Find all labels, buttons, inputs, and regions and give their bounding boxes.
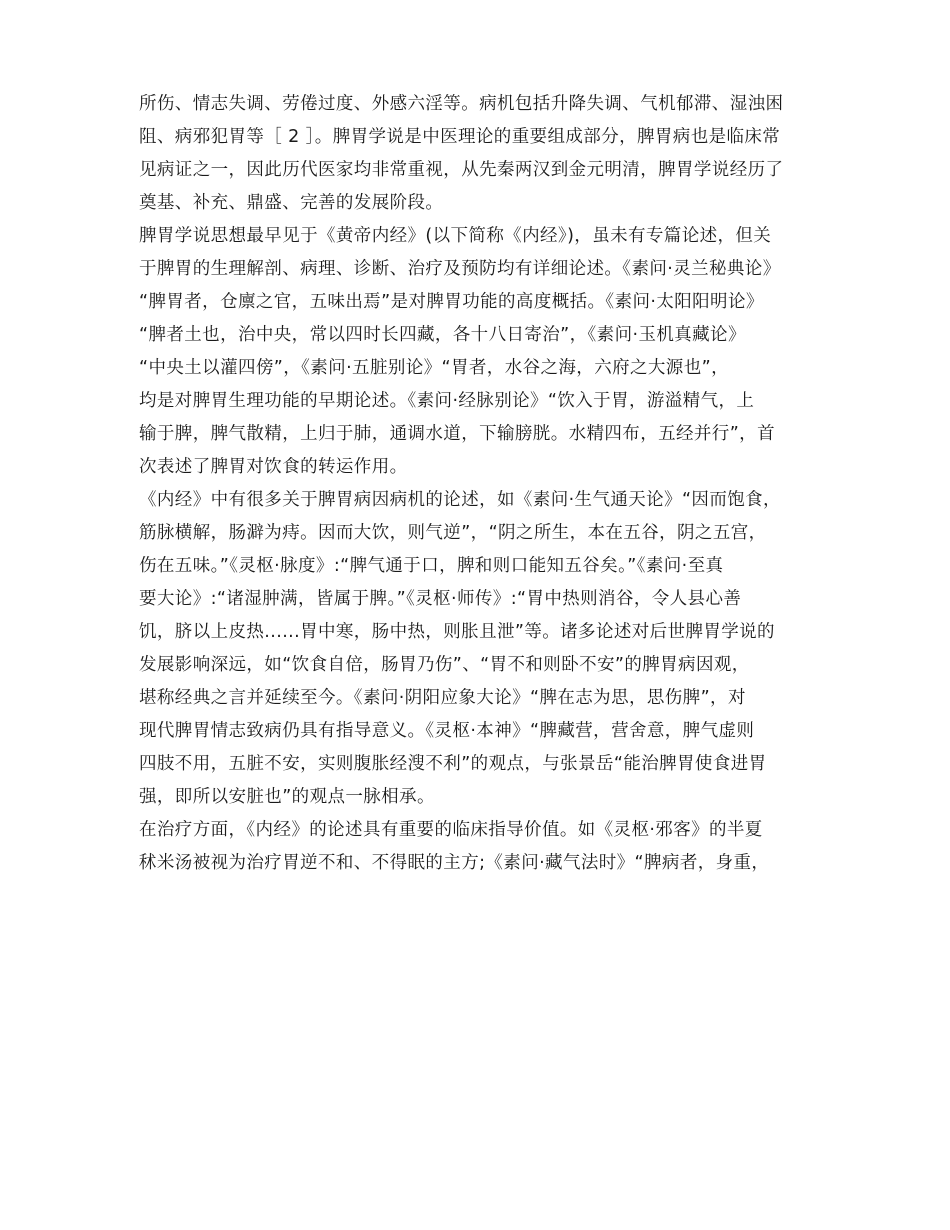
text-line: 次表述了脾胃对饮食的转运作用。 bbox=[139, 457, 408, 477]
paragraph-3 bbox=[139, 484, 819, 814]
paragraph-4 bbox=[139, 814, 819, 880]
text-line: 堪称经典之言并延续至今。《素问·阴阳应象大论》“脾在志为思，思伤脾”，对 bbox=[139, 688, 746, 708]
text-line: 脾胃学说思想最早见于《黄帝内经》(以下简称《内经》)，虽未有专篇论述，但关 bbox=[139, 226, 772, 246]
text-line: 于脾胃的生理解剖、病理、诊断、治疗及预防均有详细论述。《素问·灵兰秘典论》 bbox=[139, 259, 781, 279]
text-line: 输于脾，脾气散精，上归于肺，通调水道，下输膀胱。水精四布，五经并行”，首 bbox=[139, 424, 775, 444]
text-line: 奠基、补充、鼎盛、完善的发展阶段。 bbox=[139, 193, 444, 213]
document-body bbox=[139, 88, 819, 880]
text-line: 见病证之一，因此历代医家均非常重视，从先秦两汉到金元明清，脾胃学说经历了 bbox=[139, 160, 784, 180]
text-line: 《内经》中有很多关于脾胃病因病机的论述，如《素问·生气通天论》“因而饱食， bbox=[139, 490, 781, 510]
text-line: 强，即所以安脏也”的观点一脉相承。 bbox=[139, 787, 435, 807]
paragraph-1 bbox=[139, 88, 819, 220]
text-line: 四肢不用，五脏不安，实则腹胀经溲不利”的观点，与张景岳“能治脾胃使食进胃 bbox=[139, 754, 767, 774]
text-line: 发展影响深远，如“饮食自倍，肠胃乃伤”、“胃不和则卧不安”的脾胃病因观， bbox=[139, 655, 750, 675]
text-line: 现代脾胃情志致病仍具有指导意义。《灵枢·本神》“脾藏营，营舍意，脾气虚则 bbox=[139, 721, 755, 741]
text-line: 要大论》:“诸湿肿满，皆属于脾。”《灵枢·师传》:“胃中热则消谷，令人县心善 bbox=[139, 589, 742, 609]
paragraph-2 bbox=[139, 220, 819, 484]
text-line: 伤在五味。”《灵枢·脉度》:“脾气通于口，脾和则口能知五谷矣。”《素问·至真 bbox=[139, 556, 724, 576]
text-line: “中央土以灌四傍”，《素问·五脏别论》“胃者，水谷之海，六府之大源也”， bbox=[139, 358, 729, 378]
text-line: 阻、病邪犯胃等［ 2 ］。脾胃学说是中医理论的重要组成部分，脾胃病也是临床常 bbox=[139, 127, 781, 147]
text-line: 饥，脐以上皮热......胃中寒，肠中热，则胀且泄”等。诸多论述对后世脾胃学说的 bbox=[139, 622, 775, 642]
text-line: 所伤、情志失调、劳倦过度、外感六淫等。病机包括升降失调、气机郁滞、湿浊困 bbox=[139, 94, 784, 114]
text-line: 在治疗方面，《内经》的论述具有重要的临床指导价值。如《灵枢·邪客》的半夏 bbox=[139, 820, 763, 840]
text-line: 筋脉横解，肠澼为痔。因而大饮，则气逆”，“阴之所生，本在五谷，阴之五宫， bbox=[139, 523, 767, 543]
text-line: “脾者土也，治中央，常以四时长四藏，各十八日寄治”，《素问·玉机真藏论》 bbox=[139, 325, 746, 345]
text-line: “脾胃者，仓廪之官，五味出焉”是对脾胃功能的高度概括。《素问·太阳阳明论》 bbox=[139, 292, 764, 312]
text-line: 均是对脾胃生理功能的早期论述。《素问·经脉别论》“饮入于胃，游溢精气，上 bbox=[139, 391, 755, 411]
text-line: 秫米汤被视为治疗胃逆不和、不得眠的主方;《素问·藏气法时》“脾病者，身重， bbox=[139, 853, 770, 873]
